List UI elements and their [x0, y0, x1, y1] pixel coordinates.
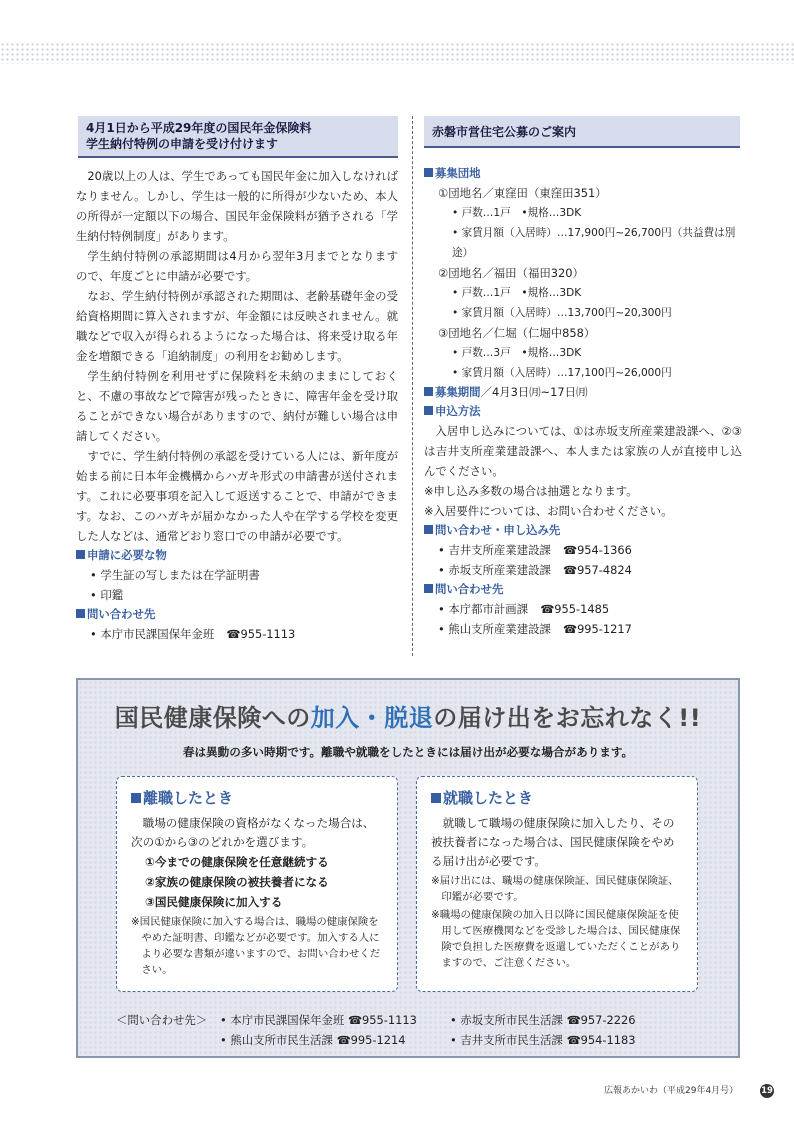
complex-name: ②団地名／福田（福田320）	[438, 266, 584, 280]
publication-footer: 広報あかいわ（平成29年4月号）	[604, 1086, 739, 1096]
leaving-job-option: ②家族の健康保険の被扶養者になる	[145, 875, 329, 889]
square-bullet-icon	[131, 793, 141, 803]
required-items-label: 申請に必要な物	[76, 546, 398, 565]
health-insurance-contacts	[116, 1010, 716, 1050]
contact-entry: • 吉井支所市民生活課 ☎954-1183	[450, 1033, 636, 1047]
complex-rent: • 家賃月額（入居時）…17,100円~26,000円	[452, 367, 672, 379]
leaving-job-note: ※国民健康保険に加入する場合は、職場の健康保険をやめた証明書、印鑑などが必要です。加入する人により必要な書類が違いますので、お問い合わせください。	[131, 916, 381, 976]
housing-heading-text: 赤磐市営住宅公募のご案内	[432, 125, 577, 139]
complex-name: ③団地名／仁堀（仁堀中858）	[438, 326, 596, 340]
requirements-note: ※入居要件については、お問い合わせください。	[424, 504, 673, 518]
leaving-job-title: 離職したとき	[131, 787, 383, 808]
apply-contact: • 吉井支所産業建設課 ☎954-1366	[424, 540, 742, 560]
recruit-period: 募集期間／4月3日㈪~17日㈪	[424, 383, 742, 402]
square-bullet-icon	[424, 584, 433, 593]
health-insurance-title: 国民健康保険への加入・脱退の届け出をお忘れなく!!	[114, 704, 702, 732]
square-bullet-icon	[424, 525, 433, 534]
leaving-job-option: ③国民健康保険に加入する	[145, 895, 283, 909]
apply-method-label: 申込方法	[424, 402, 742, 421]
housing-inquiry-contact: • 熊山支所産業建設課 ☎995-1217	[424, 619, 742, 639]
phone-number: ☎955-1485	[540, 602, 610, 616]
square-bullet-icon	[424, 168, 433, 177]
square-bullet-icon	[76, 609, 85, 618]
complex-units: • 戸数…1戸 •規格…3DK	[452, 287, 582, 299]
getting-job-card	[416, 776, 698, 992]
phone-number: ☎954-1366	[562, 543, 632, 557]
pension-heading-line1: 4月1日から平成29年度の国民年金保険料	[86, 121, 312, 135]
required-item: • 印鑑	[76, 585, 398, 605]
health-insurance-subtitle: 春は異動の多い時期です。離職や就職をしたときには届け出が必要な場合があります。	[182, 745, 634, 759]
contacts-row	[116, 1030, 716, 1050]
complex-units: • 戸数…1戸 •規格…3DK	[452, 207, 582, 219]
contacts-row	[116, 1010, 716, 1030]
contacts-label: ＜問い合わせ先＞	[116, 1013, 208, 1027]
pension-heading-line2: 学生納付特例の申請を受け付けます	[86, 137, 279, 151]
pension-contact-label: 問い合わせ先	[76, 605, 398, 624]
phone-number: ☎957-4824	[562, 563, 632, 577]
pension-article-heading	[78, 116, 398, 158]
housing-article-heading	[424, 116, 740, 148]
pension-contact: • 本庁市民課国保年金班 ☎955-1113	[76, 624, 398, 644]
lottery-note: ※申し込み多数の場合は抽選となります。	[424, 484, 638, 498]
column-divider	[412, 116, 413, 656]
decorative-dot-band	[0, 42, 794, 64]
health-insurance-notice-box	[76, 678, 740, 1058]
pension-paragraph: 学生納付特例を利用せずに保険料を未納のままにしておくと、不慮の事故などで障害が残ったときに、障害年金を受け取ることができない場合がありますので、納付が難しい場合は申請してください。	[76, 369, 398, 443]
getting-job-title: 就職したとき	[431, 787, 683, 808]
getting-job-note: ※届け出には、職場の健康保険証、国民健康保険証、印鑑が必要です。	[431, 875, 679, 903]
apply-method-text: 入居申し込みについては、①は赤坂支所産業建設課へ、②③は吉井支所産業建設課へ、本人または家族の人が直接申し込んでください。	[424, 424, 742, 478]
leaving-job-text: 職場の健康保険の資格がなくなった場合は、次の①から③のどれかを選びます。	[131, 816, 375, 849]
square-bullet-icon	[424, 387, 433, 396]
required-item: • 学生証の写しまたは在学証明書	[76, 565, 398, 585]
housing-inquiry-label: 問い合わせ先	[424, 580, 742, 599]
square-bullet-icon	[424, 406, 433, 415]
contact-entry: • 赤坂支所市民生活課 ☎957-2226	[450, 1013, 636, 1027]
phone-number: ☎995-1217	[562, 622, 632, 636]
leaving-job-card	[116, 776, 398, 992]
pension-article-body	[76, 166, 398, 644]
pension-paragraph: 20歳以上の人は、学生であっても国民年金に加入しなければなりません。しかし、学生は一般的に所得が少ないため、本人の所得が一定額以下の場合、国民年金保険料が猶予される「学生納付特例制度」があります。	[76, 169, 398, 243]
square-bullet-icon	[76, 550, 85, 559]
recruit-period-value: ／4月3日㈪~17日㈪	[480, 385, 588, 399]
phone-number: ☎955-1113	[226, 627, 296, 641]
page-number: 19	[761, 1086, 773, 1096]
recruit-complex-label: 募集団地	[424, 164, 742, 183]
housing-article-body	[424, 164, 742, 639]
complex-name: ①団地名／東窪田（東窪田351）	[438, 186, 607, 200]
pension-paragraph: 学生納付特例の承認期間は4月から翌年3月までとなりますので、年度ごとに申請が必要です。	[76, 249, 398, 283]
apply-contact-label: 問い合わせ・申し込み先	[424, 521, 742, 540]
getting-job-note: ※職場の健康保険の加入日以降に国民健康保険証を使用して医療機関などを受診した場合は、国民健康保険で負担した医療費を返還していただくことがありますので、ご注意ください。	[431, 909, 681, 969]
square-bullet-icon	[431, 793, 441, 803]
pension-paragraph: すでに、学生納付特例の承認を受けている人には、新年度が始まる前に日本年金機構からハガキ形式の申請書が送付されます。これに必要事項を記入して返送することで、申請ができます。なお、このハガキが届かなかった人や在学する学校を変更した人などは、通常どおり窓口での申請が必要です。	[76, 449, 398, 543]
pension-paragraph: なお、学生納付特例が承認された期間は、老齢基礎年金の受給資格期間に算入されますが、年金額には反映されません。就職などで収入が得られるようになった場合は、将来受け取る年金を増額できる「追納制度」の利用をお勧めします。	[76, 289, 398, 363]
complex-units: • 戸数…3戸 •規格…3DK	[452, 347, 582, 359]
complex-rent: • 家賃月額（入居時）…17,900円~26,700円（共益費は別途）	[452, 227, 736, 259]
contact-entry: • 本庁市民課国保年金班 ☎955-1113	[220, 1013, 417, 1027]
getting-job-text: 就職して職場の健康保険に加入したり、その被扶養者になった場合は、国民健康保険をやめる届け出が必要です。	[431, 816, 675, 868]
leaving-job-option: ①今までの健康保険を任意継続する	[145, 855, 329, 869]
complex-rent: • 家賃月額（入居時）…13,700円~20,300円	[452, 307, 672, 319]
contact-entry: • 熊山支所市民生活課 ☎995-1214	[220, 1033, 406, 1047]
housing-inquiry-contact: • 本庁都市計画課 ☎955-1485	[424, 599, 742, 619]
apply-contact: • 赤坂支所産業建設課 ☎957-4824	[424, 560, 742, 580]
